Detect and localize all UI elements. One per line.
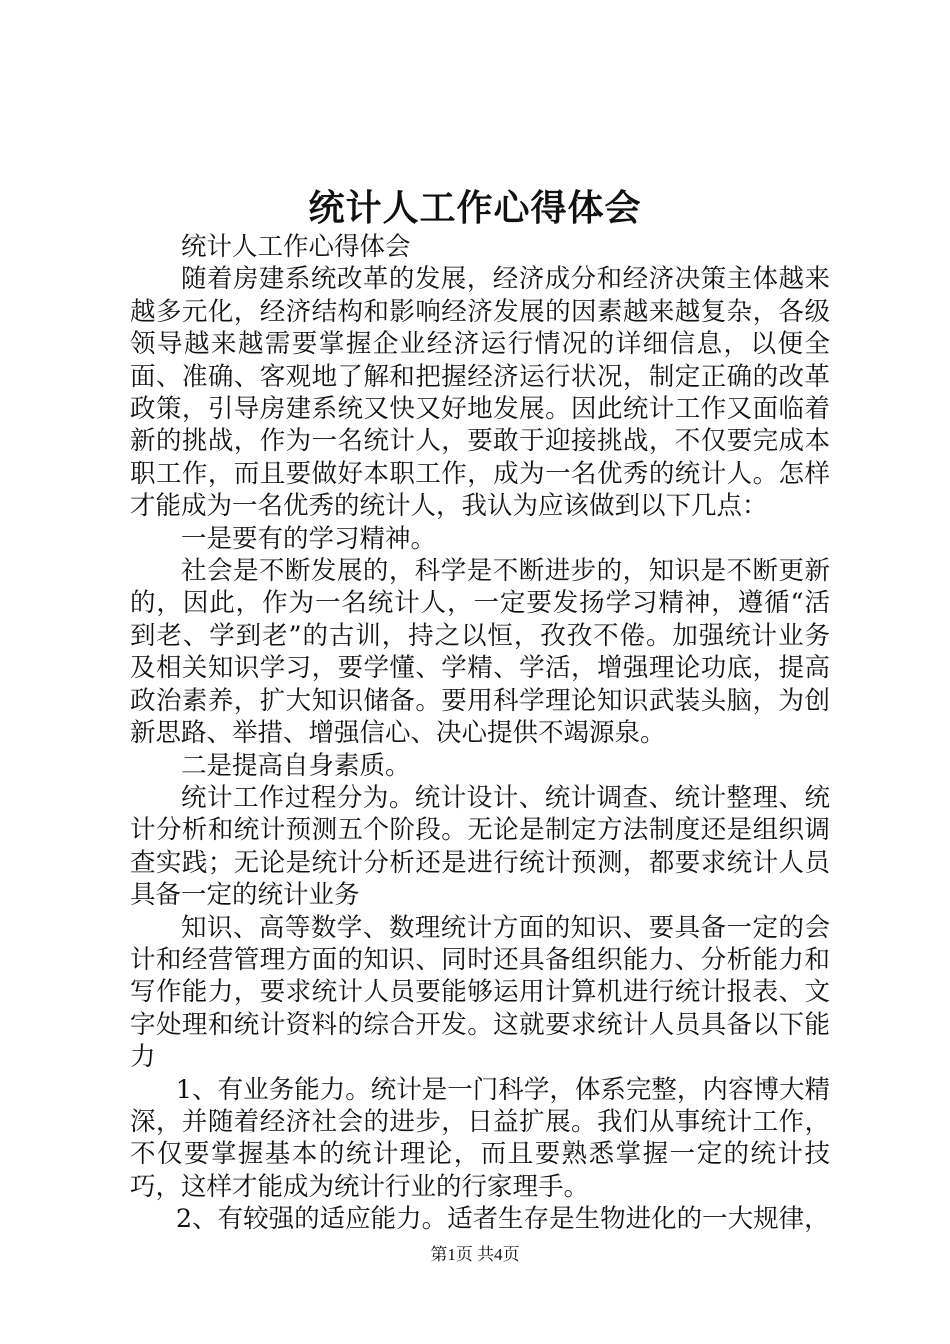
paragraph-item-two: 2、有较强的适应能力。适者生存是生物进化的一大规律，	[175, 1204, 830, 1235]
paragraph-subtitle: 统计人工作心得体会	[181, 232, 411, 262]
document-title: 统计人工作心得体会	[308, 187, 642, 229]
paragraph-heading-one: 一是要有的学习精神。	[181, 523, 437, 554]
document-body	[130, 231, 830, 1236]
paragraph-knowledge: 知识、高等数学、数理统计方面的知识、要具备一定的会计和经营管理方面的知识、同时还具备组织能力、分析能力和写作能力，要求统计人员要能够运用计算机进行统计报表、文字处理和统计资料的综合开发。这就要求统计人员具备以下能力	[130, 912, 830, 1073]
page-number-footer: 第1页 共4页	[430, 1245, 520, 1264]
paragraph-item-one: 1、有业务能力。统计是一门科学，体系完整，内容博大精深，并随着经济社会的进步，日益扩展。我们从事统计工作，不仅要掌握基本的统计理论，而且要熟悉掌握一定的统计技巧，这样才能成为统计行业的行家理手。	[130, 1074, 830, 1202]
paragraph-learning: 社会是不断发展的，科学是不断进步的，知识是不断更新的，因此，作为一名统计人，一定要发扬学习精神，遵循“活到老、学到老”的古训，持之以恒，孜孜不倦。加强统计业务及相关知识学习，要学懂、学精、学活，增强理论功底，提高政治素养，扩大知识储备。要用科学理论知识武装头脑，为创新思路、举措、增强信心、决心提供不竭源泉。	[130, 556, 830, 749]
paragraph-intro: 随着房建系统改革的发展，经济成分和经济决策主体越来越多元化，经济结构和影响经济发展的因素越来越复杂，各级领导越来越需要掌握企业经济运行情况的详细信息，以便全面、准确、客观地了解和把握经济运行状况，制定正确的改革政策，引导房建系统又快又好地发展。因此统计工作又面临着新的挑战，作为一名统计人，要敢于迎接挑战，不仅要完成本职工作，而且要做好本职工作，成为一名优秀的统计人。怎样才能成为一名优秀的统计人，我认为应该做到以下几点：	[130, 264, 830, 522]
paragraph-heading-two: 二是提高自身素质。	[181, 750, 411, 781]
paragraph-process: 统计工作过程分为。统计设计、统计调查、统计整理、统计分析和统计预测五个阶段。无论是制定方法制度还是组织调查实践；无论是统计分析还是进行统计预测，都要求统计人员具备一定的统计业务	[130, 782, 830, 911]
